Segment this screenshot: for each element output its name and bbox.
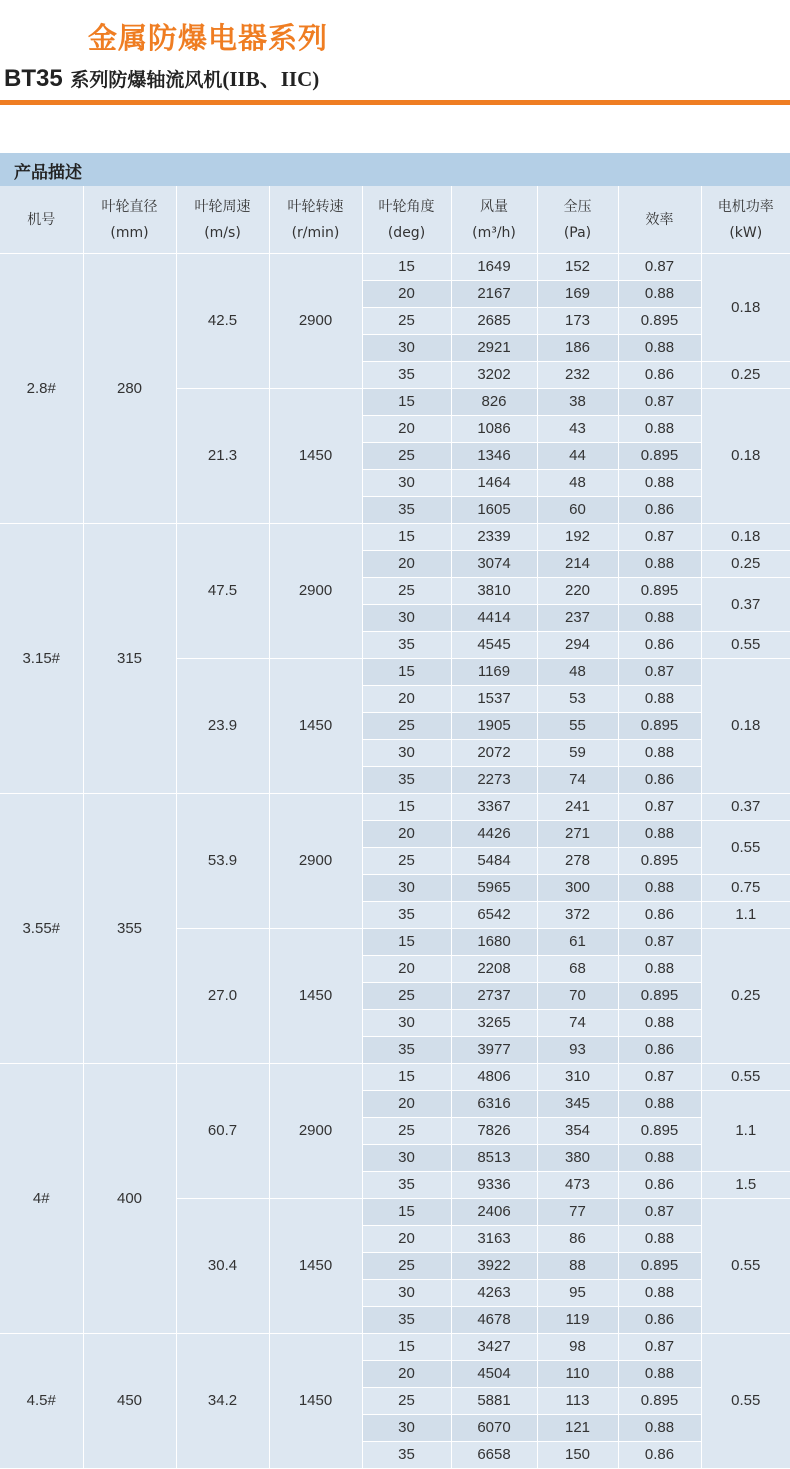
efficiency-cell: 0.88 (618, 740, 701, 767)
airflow-cell: 3427 (451, 1334, 537, 1361)
angle-cell: 20 (362, 551, 451, 578)
efficiency-cell: 0.88 (618, 1415, 701, 1442)
pressure-cell: 278 (537, 848, 618, 875)
model-cell: 3.15# (0, 524, 83, 794)
angle-cell: 20 (362, 1091, 451, 1118)
angle-cell: 30 (362, 1145, 451, 1172)
pressure-cell: 380 (537, 1145, 618, 1172)
diameter-cell: 355 (83, 794, 176, 1064)
efficiency-cell: 0.895 (618, 713, 701, 740)
efficiency-cell: 0.88 (618, 1145, 701, 1172)
tip-speed-cell: 30.4 (176, 1199, 269, 1334)
efficiency-cell: 0.87 (618, 1334, 701, 1361)
power-cell: 0.18 (701, 524, 790, 551)
airflow-cell: 6070 (451, 1415, 537, 1442)
rpm-cell: 1450 (269, 1199, 362, 1334)
model-cell: 2.8# (0, 254, 83, 524)
airflow-cell: 4806 (451, 1064, 537, 1091)
efficiency-cell: 0.86 (618, 632, 701, 659)
efficiency-cell: 0.88 (618, 605, 701, 632)
rpm-cell: 2900 (269, 794, 362, 929)
airflow-cell: 4414 (451, 605, 537, 632)
angle-cell: 35 (362, 902, 451, 929)
airflow-cell: 2921 (451, 335, 537, 362)
power-cell: 0.37 (701, 794, 790, 821)
efficiency-cell: 0.88 (618, 1280, 701, 1307)
angle-cell: 15 (362, 1334, 451, 1361)
product-model: BT35 (4, 65, 63, 92)
airflow-cell: 3265 (451, 1010, 537, 1037)
pressure-cell: 372 (537, 902, 618, 929)
airflow-cell: 4263 (451, 1280, 537, 1307)
angle-cell: 15 (362, 1064, 451, 1091)
airflow-cell: 4426 (451, 821, 537, 848)
rpm-cell: 2900 (269, 254, 362, 389)
pressure-cell: 93 (537, 1037, 618, 1064)
angle-cell: 20 (362, 686, 451, 713)
pressure-cell: 44 (537, 443, 618, 470)
pressure-cell: 271 (537, 821, 618, 848)
rpm-cell: 1450 (269, 659, 362, 794)
pressure-cell: 121 (537, 1415, 618, 1442)
angle-cell: 25 (362, 983, 451, 1010)
model-cell: 4# (0, 1064, 83, 1334)
table-header-row (0, 186, 790, 254)
angle-cell: 15 (362, 254, 451, 281)
power-cell: 0.25 (701, 929, 790, 1064)
diameter-cell: 280 (83, 254, 176, 524)
efficiency-cell: 0.88 (618, 335, 701, 362)
efficiency-cell: 0.88 (618, 956, 701, 983)
efficiency-cell: 0.86 (618, 362, 701, 389)
pressure-cell: 53 (537, 686, 618, 713)
airflow-cell: 1905 (451, 713, 537, 740)
airflow-cell: 2273 (451, 767, 537, 794)
angle-cell: 35 (362, 362, 451, 389)
angle-cell: 15 (362, 659, 451, 686)
airflow-cell: 4504 (451, 1361, 537, 1388)
airflow-cell: 1169 (451, 659, 537, 686)
pressure-cell: 214 (537, 551, 618, 578)
tip-speed-cell: 53.9 (176, 794, 269, 929)
angle-cell: 35 (362, 632, 451, 659)
airflow-cell: 3977 (451, 1037, 537, 1064)
efficiency-cell: 0.86 (618, 902, 701, 929)
tip-speed-cell: 42.5 (176, 254, 269, 389)
angle-cell: 20 (362, 1361, 451, 1388)
angle-cell: 30 (362, 1415, 451, 1442)
rpm-cell: 2900 (269, 1064, 362, 1199)
tip-speed-cell: 23.9 (176, 659, 269, 794)
pressure-cell: 48 (537, 470, 618, 497)
airflow-cell: 3202 (451, 362, 537, 389)
series-title: 金属防爆电器系列 (88, 21, 329, 55)
model-cell: 4.5# (0, 1334, 83, 1469)
table-row (0, 1064, 790, 1091)
rpm-cell: 2900 (269, 524, 362, 659)
power-cell: 1.1 (701, 1091, 790, 1172)
col-header-airflow: 风量 (m³/h) (451, 186, 537, 254)
product-name: 系列防爆轴流风机 (70, 69, 223, 91)
pressure-cell: 95 (537, 1280, 618, 1307)
airflow-cell: 3163 (451, 1226, 537, 1253)
efficiency-cell: 0.86 (618, 1037, 701, 1064)
pressure-cell: 43 (537, 416, 618, 443)
airflow-cell: 5484 (451, 848, 537, 875)
pressure-cell: 300 (537, 875, 618, 902)
tip-speed-cell: 47.5 (176, 524, 269, 659)
col-header-angle: 叶轮角度 (deg) (362, 186, 451, 254)
model-cell: 3.55# (0, 794, 83, 1064)
efficiency-cell: 0.88 (618, 1226, 701, 1253)
airflow-cell: 4678 (451, 1307, 537, 1334)
efficiency-cell: 0.87 (618, 929, 701, 956)
efficiency-cell: 0.895 (618, 443, 701, 470)
power-cell: 1.1 (701, 902, 790, 929)
col-header-power: 电机功率 (kW) (701, 186, 790, 254)
power-cell: 0.55 (701, 821, 790, 875)
pressure-cell: 173 (537, 308, 618, 335)
efficiency-cell: 0.88 (618, 875, 701, 902)
pressure-cell: 86 (537, 1226, 618, 1253)
tip-speed-cell: 21.3 (176, 389, 269, 524)
pressure-cell: 152 (537, 254, 618, 281)
airflow-cell: 6316 (451, 1091, 537, 1118)
power-cell: 0.18 (701, 389, 790, 524)
efficiency-cell: 0.87 (618, 389, 701, 416)
airflow-cell: 5881 (451, 1388, 537, 1415)
airflow-cell: 2406 (451, 1199, 537, 1226)
diameter-cell: 450 (83, 1334, 176, 1469)
angle-cell: 35 (362, 497, 451, 524)
col-header-efficiency: 效率 (618, 186, 701, 254)
section-title: 产品描述 (14, 163, 82, 183)
table-row (0, 794, 790, 821)
tip-speed-cell: 27.0 (176, 929, 269, 1064)
table-row (0, 524, 790, 551)
airflow-cell: 1680 (451, 929, 537, 956)
angle-cell: 20 (362, 1226, 451, 1253)
pressure-cell: 77 (537, 1199, 618, 1226)
power-cell: 0.37 (701, 578, 790, 632)
angle-cell: 35 (362, 1172, 451, 1199)
pressure-cell: 38 (537, 389, 618, 416)
angle-cell: 25 (362, 848, 451, 875)
angle-cell: 30 (362, 1010, 451, 1037)
pressure-cell: 310 (537, 1064, 618, 1091)
col-header-pressure: 全压 (Pa) (537, 186, 618, 254)
pressure-cell: 88 (537, 1253, 618, 1280)
efficiency-cell: 0.88 (618, 281, 701, 308)
airflow-cell: 5965 (451, 875, 537, 902)
power-cell: 0.55 (701, 1064, 790, 1091)
angle-cell: 35 (362, 1037, 451, 1064)
diameter-cell: 315 (83, 524, 176, 794)
pressure-cell: 186 (537, 335, 618, 362)
airflow-cell: 3922 (451, 1253, 537, 1280)
pressure-cell: 473 (537, 1172, 618, 1199)
angle-cell: 20 (362, 956, 451, 983)
explosion-class: (IIB、IIC) (222, 67, 320, 91)
power-cell: 0.55 (701, 1199, 790, 1334)
airflow-cell: 9336 (451, 1172, 537, 1199)
airflow-cell: 2737 (451, 983, 537, 1010)
power-cell: 0.18 (701, 659, 790, 794)
pressure-cell: 74 (537, 767, 618, 794)
tip-speed-cell: 34.2 (176, 1334, 269, 1469)
pressure-cell: 113 (537, 1388, 618, 1415)
efficiency-cell: 0.88 (618, 551, 701, 578)
efficiency-cell: 0.87 (618, 1199, 701, 1226)
airflow-cell: 2208 (451, 956, 537, 983)
efficiency-cell: 0.86 (618, 1172, 701, 1199)
efficiency-cell: 0.86 (618, 497, 701, 524)
angle-cell: 15 (362, 929, 451, 956)
airflow-cell: 3367 (451, 794, 537, 821)
airflow-cell: 1605 (451, 497, 537, 524)
spec-table (0, 186, 790, 1469)
efficiency-cell: 0.88 (618, 821, 701, 848)
airflow-cell: 7826 (451, 1118, 537, 1145)
col-header-model: 机号 (0, 186, 83, 254)
angle-cell: 30 (362, 875, 451, 902)
pressure-cell: 98 (537, 1334, 618, 1361)
pressure-cell: 241 (537, 794, 618, 821)
airflow-cell: 1346 (451, 443, 537, 470)
airflow-cell: 3810 (451, 578, 537, 605)
pressure-cell: 68 (537, 956, 618, 983)
efficiency-cell: 0.86 (618, 1442, 701, 1469)
efficiency-cell: 0.87 (618, 1064, 701, 1091)
airflow-cell: 1537 (451, 686, 537, 713)
pressure-cell: 345 (537, 1091, 618, 1118)
angle-cell: 30 (362, 1280, 451, 1307)
angle-cell: 25 (362, 713, 451, 740)
efficiency-cell: 0.88 (618, 416, 701, 443)
airflow-cell: 2685 (451, 308, 537, 335)
efficiency-cell: 0.895 (618, 983, 701, 1010)
col-header-diameter: 叶轮直径 (mm) (83, 186, 176, 254)
efficiency-cell: 0.895 (618, 1118, 701, 1145)
airflow-cell: 2167 (451, 281, 537, 308)
pressure-cell: 110 (537, 1361, 618, 1388)
pressure-cell: 59 (537, 740, 618, 767)
angle-cell: 35 (362, 1442, 451, 1469)
pressure-cell: 354 (537, 1118, 618, 1145)
airflow-cell: 8513 (451, 1145, 537, 1172)
pressure-cell: 294 (537, 632, 618, 659)
angle-cell: 35 (362, 767, 451, 794)
power-cell: 0.18 (701, 254, 790, 362)
angle-cell: 35 (362, 1307, 451, 1334)
angle-cell: 25 (362, 1388, 451, 1415)
power-cell: 0.55 (701, 1334, 790, 1469)
rpm-cell: 1450 (269, 389, 362, 524)
airflow-cell: 1649 (451, 254, 537, 281)
angle-cell: 25 (362, 443, 451, 470)
airflow-cell: 826 (451, 389, 537, 416)
product-title (4, 62, 319, 97)
efficiency-cell: 0.88 (618, 1361, 701, 1388)
angle-cell: 20 (362, 281, 451, 308)
pressure-cell: 150 (537, 1442, 618, 1469)
efficiency-cell: 0.86 (618, 767, 701, 794)
power-cell: 0.55 (701, 632, 790, 659)
power-cell: 1.5 (701, 1172, 790, 1199)
efficiency-cell: 0.895 (618, 1388, 701, 1415)
angle-cell: 15 (362, 794, 451, 821)
section-header (0, 153, 790, 186)
power-cell: 0.75 (701, 875, 790, 902)
airflow-cell: 2339 (451, 524, 537, 551)
pressure-cell: 70 (537, 983, 618, 1010)
col-header-tip-speed: 叶轮周速 (m/s) (176, 186, 269, 254)
efficiency-cell: 0.895 (618, 1253, 701, 1280)
efficiency-cell: 0.87 (618, 794, 701, 821)
pressure-cell: 119 (537, 1307, 618, 1334)
angle-cell: 25 (362, 578, 451, 605)
efficiency-cell: 0.87 (618, 659, 701, 686)
airflow-cell: 1086 (451, 416, 537, 443)
pressure-cell: 220 (537, 578, 618, 605)
pressure-cell: 232 (537, 362, 618, 389)
pressure-cell: 74 (537, 1010, 618, 1037)
rpm-cell: 1450 (269, 929, 362, 1064)
airflow-cell: 3074 (451, 551, 537, 578)
airflow-cell: 4545 (451, 632, 537, 659)
table-body (0, 254, 790, 1469)
angle-cell: 30 (362, 740, 451, 767)
angle-cell: 30 (362, 335, 451, 362)
table-row (0, 1334, 790, 1361)
efficiency-cell: 0.895 (618, 848, 701, 875)
angle-cell: 25 (362, 308, 451, 335)
angle-cell: 30 (362, 605, 451, 632)
diameter-cell: 400 (83, 1064, 176, 1334)
pressure-cell: 237 (537, 605, 618, 632)
rpm-cell: 1450 (269, 1334, 362, 1469)
efficiency-cell: 0.87 (618, 254, 701, 281)
tip-speed-cell: 60.7 (176, 1064, 269, 1199)
efficiency-cell: 0.88 (618, 686, 701, 713)
header-divider (0, 100, 790, 105)
angle-cell: 30 (362, 470, 451, 497)
angle-cell: 15 (362, 1199, 451, 1226)
pressure-cell: 55 (537, 713, 618, 740)
angle-cell: 25 (362, 1118, 451, 1145)
airflow-cell: 2072 (451, 740, 537, 767)
pressure-cell: 60 (537, 497, 618, 524)
airflow-cell: 6542 (451, 902, 537, 929)
efficiency-cell: 0.88 (618, 1091, 701, 1118)
efficiency-cell: 0.86 (618, 1307, 701, 1334)
angle-cell: 15 (362, 524, 451, 551)
pressure-cell: 169 (537, 281, 618, 308)
angle-cell: 20 (362, 821, 451, 848)
efficiency-cell: 0.87 (618, 524, 701, 551)
col-header-rpm: 叶轮转速 (r/min) (269, 186, 362, 254)
angle-cell: 20 (362, 416, 451, 443)
airflow-cell: 6658 (451, 1442, 537, 1469)
airflow-cell: 1464 (451, 470, 537, 497)
pressure-cell: 61 (537, 929, 618, 956)
power-cell: 0.25 (701, 551, 790, 578)
pressure-cell: 192 (537, 524, 618, 551)
pressure-cell: 48 (537, 659, 618, 686)
angle-cell: 25 (362, 1253, 451, 1280)
efficiency-cell: 0.895 (618, 308, 701, 335)
efficiency-cell: 0.88 (618, 470, 701, 497)
power-cell: 0.25 (701, 362, 790, 389)
efficiency-cell: 0.88 (618, 1010, 701, 1037)
table-row (0, 254, 790, 281)
efficiency-cell: 0.895 (618, 578, 701, 605)
angle-cell: 15 (362, 389, 451, 416)
